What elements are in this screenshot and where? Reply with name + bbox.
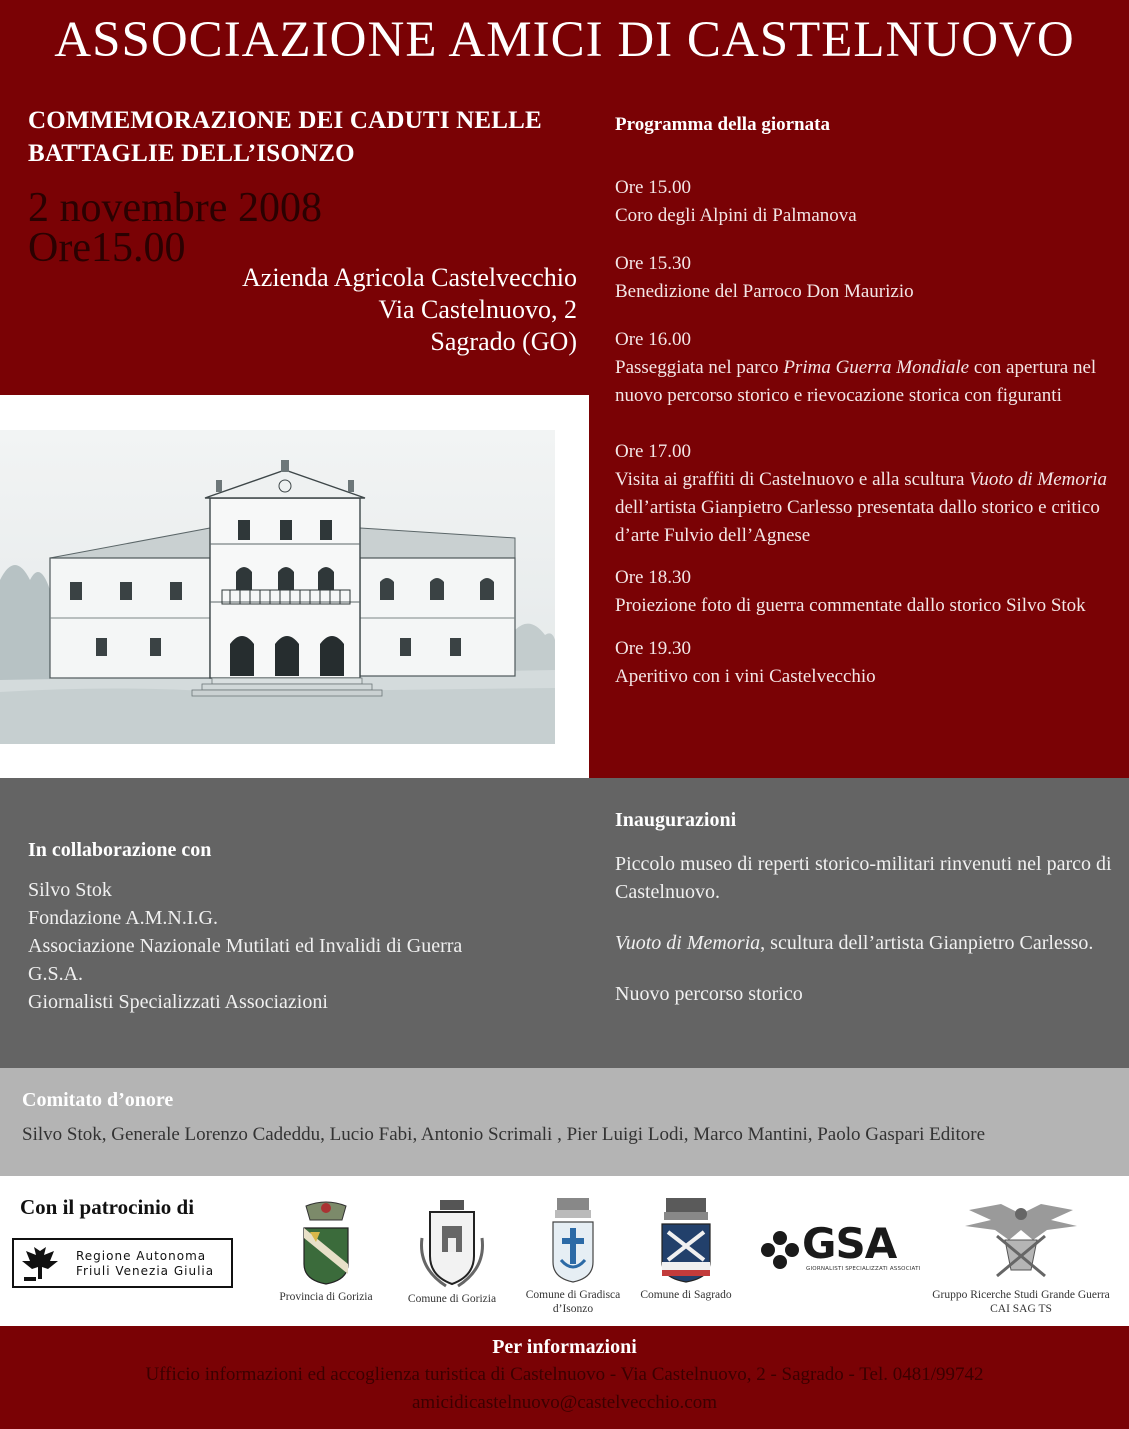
description-text: Visita ai graffiti di Castelnuovo e alla scultura (615, 469, 970, 490)
event-time: Ore15.00 (28, 225, 186, 271)
sponsors-heading: Con il patrocinio di (20, 1195, 195, 1219)
programme-description (615, 354, 1115, 410)
collaboration (28, 836, 588, 1016)
programme-time: Ore 15.30 (615, 253, 691, 274)
comune-sagrado-logo (632, 1198, 740, 1302)
region-fvg-logo (12, 1238, 233, 1288)
inauguration-italic: Vuoto di Memoria (615, 932, 761, 954)
honour-committee-heading: Comitato d’onore (22, 1089, 174, 1111)
honour-committee-names: Silvo Stok, Generale Lorenzo Cadeddu, Lucio Fabi, Antonio Scrimali , Pier Luigi Lodi, Marco Mantini, Paolo Gaspari Editore (22, 1124, 986, 1145)
venue-line: Sagrado (GO) (430, 327, 577, 356)
footer-address: Ufficio informazioni ed accoglienza turistica di Castelnuovo - Via Castelnuovo, 2 - Sagrado - Tel. 0481/99742 (145, 1364, 984, 1385)
programme-time: Ore 17.00 (615, 441, 691, 462)
programme-item (615, 174, 1115, 230)
gsa-wordmark: GSA (802, 1219, 897, 1268)
footer-email[interactable]: amicidicastelnuovo@castelvecchio.com (411, 1392, 718, 1413)
sponsor-caption: Comune di Sagrado (640, 1289, 732, 1301)
programme-item (615, 635, 1115, 691)
eagle-icon (20, 1245, 60, 1283)
flower-icon (758, 1228, 802, 1272)
description-italic: Prima Guerra Mondiale (783, 357, 970, 378)
comune-gradisca-logo (516, 1198, 630, 1316)
description-text: dell’artista Gianpietro Carlesso presentata dallo storico e critico d’arte Fulvio dell’Agnese (615, 497, 1100, 546)
comune-gorizia-logo (398, 1198, 506, 1306)
venue-line: Azienda Agricola Castelvecchio (242, 263, 577, 292)
programme-time: Ore 18.30 (615, 567, 691, 588)
footer-heading: Per informazioni (492, 1336, 637, 1358)
programme-description: Coro degli Alpini di Palmanova (615, 205, 857, 226)
coat-of-arms-icon (290, 1198, 362, 1286)
venue-line: Via Castelnuovo, 2 (378, 295, 577, 324)
venue-address (242, 262, 577, 358)
coat-of-arms-icon (658, 1198, 714, 1284)
organization-title: ASSOCIAZIONE AMICI DI CASTELNUOVO (54, 12, 1075, 68)
programme-item (615, 250, 1115, 306)
eagle-emblem-icon (961, 1200, 1081, 1284)
inauguration-item: Piccolo museo di reperti storico-militari rinvenuti nel parco di Castelnuovo. (615, 853, 1112, 903)
event-title: COMMEMORAZIONE DEI CADUTI NELLE BATTAGLIE DELL’ISONZO (28, 107, 542, 167)
collaboration-item: Silvo Stok (28, 879, 112, 901)
sponsor-caption: Provincia di Gorizia (279, 1291, 373, 1303)
sponsor-caption: Gruppo Ricerche Studi Grande Guerra (932, 1289, 1110, 1301)
gsa-subtitle: GIORNALISTI SPECIALIZZATI ASSOCIATI (806, 1266, 921, 1272)
collaboration-item: Associazione Nazionale Mutilati ed Invalidi di Guerra (28, 935, 463, 957)
programme-description: Proiezione foto di guerra commentate dallo storico Silvo Stok (615, 595, 1086, 616)
programme-description: Benedizione del Parroco Don Maurizio (615, 281, 914, 302)
sponsor-caption: Comune di Gorizia (407, 1293, 497, 1305)
programme-description (615, 466, 1115, 550)
inaugurations (615, 806, 1115, 1031)
programme-item (615, 438, 1115, 550)
programme-time: Ore 16.00 (615, 329, 691, 350)
coat-of-arms-icon (416, 1198, 488, 1288)
inauguration-item (615, 929, 1115, 957)
description-text: con apertura nel nuovo percorso storico e rievocazione storica con figuranti (615, 357, 1097, 406)
programme-time: Ore 19.30 (615, 638, 691, 659)
collaboration-item: G.S.A. (28, 963, 84, 985)
description-italic: Vuoto di Memoria (969, 469, 1108, 490)
programme-description: Aperitivo con i vini Castelvecchio (615, 666, 876, 687)
description-text: Passeggiata nel parco (615, 357, 784, 378)
gsa-logo (758, 1219, 921, 1280)
sponsor-caption: Comune di Gradisca d’Isonzo (525, 1289, 621, 1315)
collaboration-item: Giornalisti Specializzati Associazioni (28, 991, 328, 1013)
programme-heading: Programma della giornata (615, 114, 830, 135)
programme-item (615, 564, 1115, 620)
collaboration-heading: In collaborazione con (28, 839, 212, 861)
programme-item (615, 326, 1115, 410)
coat-of-arms-icon (549, 1198, 597, 1284)
villa-illustration (0, 430, 555, 744)
programme-time: Ore 15.00 (615, 177, 691, 198)
programme (615, 112, 1115, 711)
inauguration-text: , scultura dell’artista Gianpietro Carlesso. (760, 932, 1094, 954)
collaboration-item: Fondazione A.M.N.I.G. (28, 907, 218, 929)
grsgg-logo (916, 1200, 1126, 1316)
event-date: 2 novembre 2008 (28, 185, 322, 231)
sponsor-caption: CAI SAG TS (990, 1303, 1052, 1315)
provincia-gorizia-logo (268, 1198, 384, 1304)
region-name: Regione Autonoma Friuli Venezia Giulia (76, 1249, 215, 1278)
inaugurations-heading: Inaugurazioni (615, 809, 737, 831)
inauguration-item: Nuovo percorso storico (615, 983, 803, 1005)
